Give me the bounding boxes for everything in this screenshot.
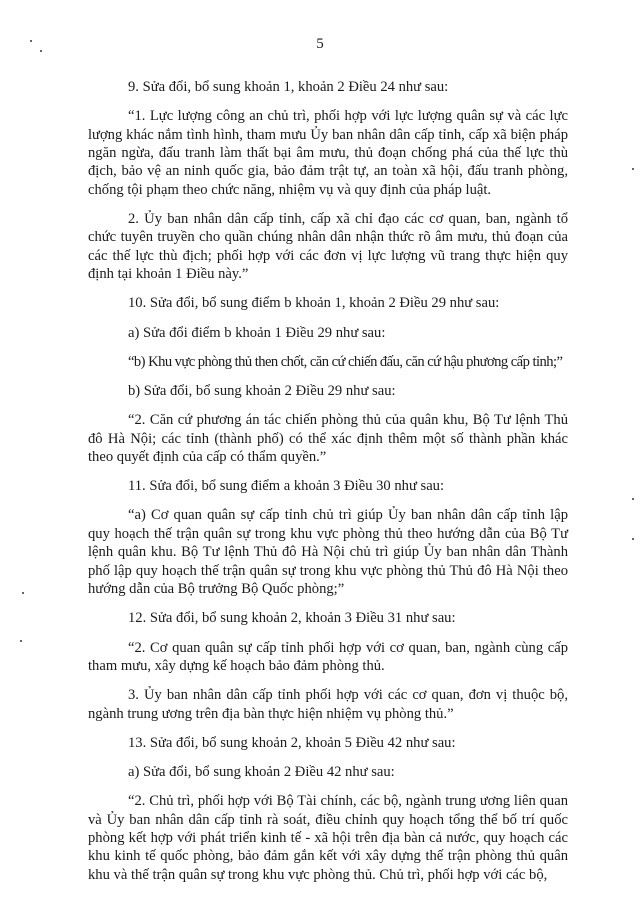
paragraph: 10. Sửa đổi, bổ sung điểm b khoản 1, khoản 2 Điều 29 như sau:: [128, 295, 500, 312]
paragraph: b) Sửa đổi, bổ sung khoản 2 Điều 29 như sau:: [128, 383, 396, 400]
paragraph: 13. Sửa đổi, bổ sung khoản 2, khoản 5 Điều 42 như sau:: [128, 734, 456, 751]
paragraph: 11. Sửa đổi, bổ sung điểm a khoản 3 Điều 30 như sau:: [128, 478, 445, 495]
paragraph: “2. Cơ quan quân sự cấp tỉnh phối hợp với cơ quan, ban, ngành cùng cấp tham mưu, xây dựng kế hoạch bảo đảm phòng thủ.: [88, 639, 568, 674]
paragraph: 2. Ủy ban nhân dân cấp tỉnh, cấp xã chỉ đạo các cơ quan, ban, ngành tổ chức tuyên truyền cho quần chúng nhân dân nhận thức rõ âm mưu, thủ đoạn của các thế lực thù địch; phối hợp với các đơn vị lực lượng vũ trang thực hiện quy định tại khoản 1 Điều này.”: [88, 211, 568, 283]
paragraph: a) Sửa đổi điểm b khoản 1 Điều 29 như sau:: [128, 324, 386, 341]
scan-speck: [20, 640, 22, 642]
paragraph: “2. Căn cứ phương án tác chiến phòng thủ của quân khu, Bộ Tư lệnh Thủ đô Hà Nội; các tỉnh (thành phố) có thể xác định thêm một số thành phần khác theo quyết định của cấp có thẩm quyền.”: [88, 412, 568, 466]
paragraph: a) Sửa đổi, bổ sung khoản 2 Điều 42 như sau:: [128, 763, 395, 780]
document-body: [88, 78, 568, 895]
paragraph: 12. Sửa đổi, bổ sung khoản 2, khoản 3 Điều 31 như sau:: [128, 610, 456, 627]
paragraph: 9. Sửa đổi, bổ sung khoản 1, khoản 2 Điều 24 như sau:: [128, 79, 449, 95]
scan-speck: [632, 538, 634, 540]
paragraph: 3. Ủy ban nhân dân cấp tỉnh phối hợp với các cơ quan, đơn vị thuộc bộ, ngành trung ương trên địa bàn thực hiện nhiệm vụ phòng thủ.”: [88, 687, 568, 722]
scan-speck: [632, 498, 634, 500]
scan-speck: [22, 592, 24, 594]
paragraph: “b) Khu vực phòng thủ then chốt, căn cứ chiến đấu, căn cứ hậu phương cấp tỉnh;”: [128, 353, 563, 370]
paragraph: “1. Lực lượng công an chủ trì, phối hợp với lực lượng quân sự và các lực lượng khác nắm tình hình, tham mưu Ủy ban nhân dân cấp tỉnh, cấp xã biện pháp ngăn ngừa, đấu tranh làm thất bại âm mưu, thủ đoạn chống phá của thế lực thù địch, bảo vệ an ninh quốc gia, bảo đảm trật tự, an toàn xã hội, đấu tranh phòng, chống tội phạm theo chức năng, nhiệm vụ và quy định của pháp luật.: [88, 108, 568, 198]
paragraph: “2. Chủ trì, phối hợp với Bộ Tài chính, các bộ, ngành trung ương liên quan và Ủy ban nhân dân cấp tỉnh rà soát, điều chỉnh quy hoạch tổng thể bố trí quốc phòng kết hợp với phát triển kinh tế - xã hội trên địa bàn cả nước, quy hoạch các khu kinh tế quốc phòng, bảo đảm gắn kết với xây dựng thế trận phòng thủ quân khu và thế trận quân sự trong khu vực phòng thủ. Chủ trì, phối hợp với các bộ,: [88, 793, 568, 883]
paragraph: “a) Cơ quan quân sự cấp tỉnh chủ trì giúp Ủy ban nhân dân cấp tỉnh lập quy hoạch thế trận quân sự trong khu vực phòng thủ theo hướng dẫn của Bộ Tư lệnh quân khu. Bộ Tư lệnh Thủ đô Hà Nội chủ trì giúp Ủy ban nhân dân Thành phố lập quy hoạch thế trận quân sự trong khu vực phòng thủ Thủ đô Hà Nội theo hướng dẫn của Bộ trưởng Bộ Quốc phòng;”: [88, 507, 568, 598]
scan-speck: [632, 168, 634, 170]
page-number: 5: [316, 36, 324, 52]
